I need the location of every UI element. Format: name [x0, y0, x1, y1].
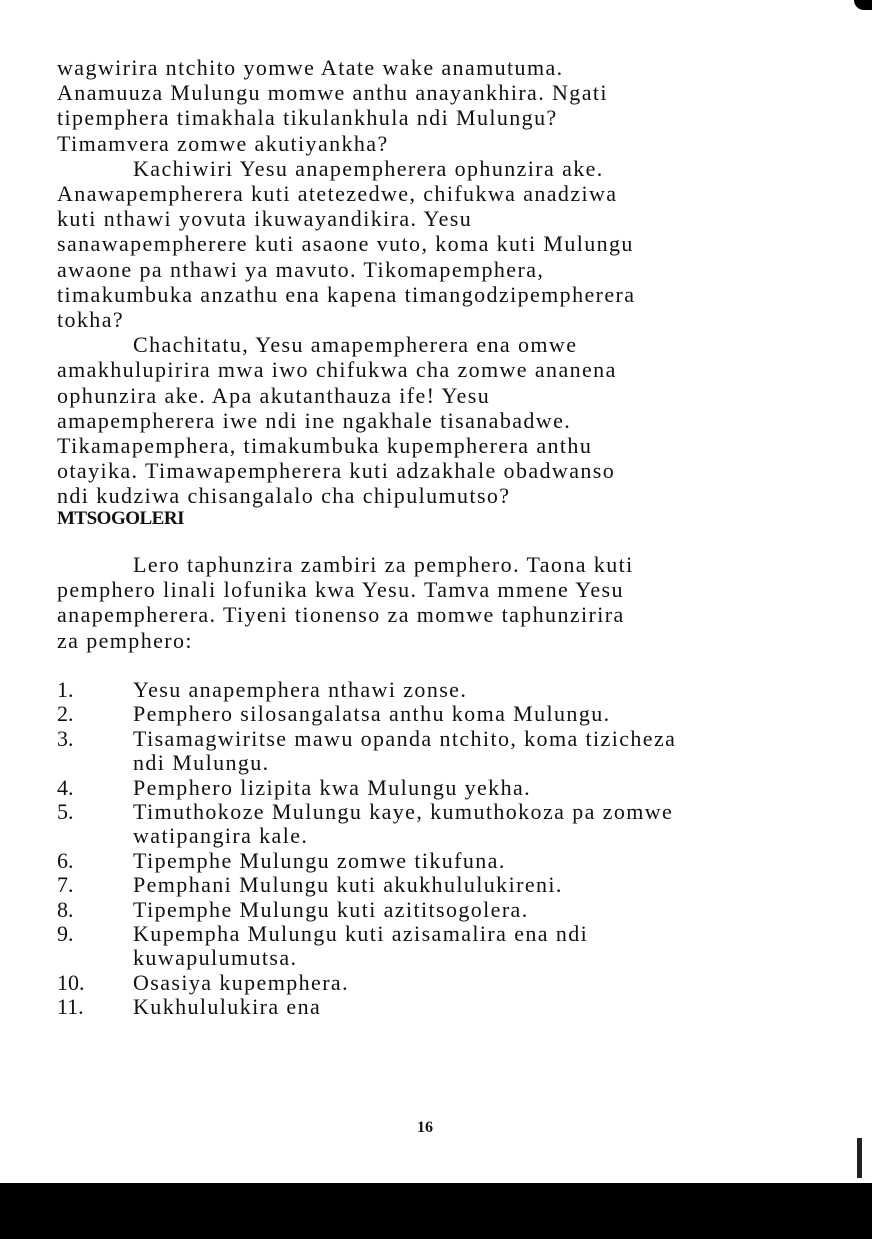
list-text: Kupempha Mulungu kuti azisamalira ena ndi	[133, 921, 589, 946]
scan-bottom-edge	[0, 1183, 872, 1239]
list-text: kuwapulumutsa.	[133, 945, 298, 971]
list-text: Pemphero silosangalatsa anthu koma Mulungu.	[133, 701, 611, 727]
text-line: tipemphera timakhala tikulankhula ndi Mulungu?	[57, 105, 558, 131]
list-text: Yesu anapemphera nthawi zonse.	[133, 677, 468, 702]
text-line: sanawapempherere kuti asaone vuto, koma kuti Mulungu	[57, 231, 634, 257]
list-number: 8.	[57, 896, 74, 922]
list-number: 9.	[57, 921, 74, 946]
text-line: anapempherera. Tiyeni tionenso za momwe taphunzirira	[57, 602, 625, 628]
text-line: ndi kudziwa chisangalalo cha chipulumutso?	[57, 483, 511, 509]
page-number: 16	[417, 1119, 433, 1136]
list-text: watipangira kale.	[133, 823, 309, 849]
text-line: Timamvera zomwe akutiyankha?	[57, 130, 389, 156]
text-line: Anamuuza Mulungu momwe anthu anayankhira. Ngati	[57, 80, 608, 106]
text-line: awaone pa nthawi ya mavuto. Tikomapemphera,	[57, 256, 545, 282]
text-line: wagwirira ntchito yomwe Atate wake anamutuma.	[57, 55, 564, 80]
list-text: Timuthokoze Mulungu kaye, kumuthokoza pa zomwe	[133, 799, 674, 824]
list-number: 7.	[57, 872, 74, 898]
section-heading: MTSOGOLERI	[57, 508, 184, 529]
text-line: Anawapempherera kuti atetezedwe, chifukwa anadziwa	[57, 181, 618, 206]
list-text: Osasiya kupemphera.	[133, 969, 349, 995]
list-number: 6.	[57, 847, 74, 873]
list-text: Pemphero lizipita kwa Mulungu yekha.	[133, 774, 532, 800]
text-line: Chachitatu, Yesu amapempherera ena omwe	[133, 332, 578, 358]
list-number: 11.	[57, 994, 84, 1020]
text-line: amapempherera iwe ndi ine ngakhale tisanabadwe.	[57, 407, 572, 433]
scan-artifact	[857, 1138, 862, 1178]
list-number: 2.	[57, 701, 74, 727]
list-text: Tipemphe Mulungu kuti azititsogolera.	[133, 896, 529, 922]
text-line: timakumbuka anzathu ena kapena timangodzipempherera	[57, 281, 636, 307]
list-text: Tisamagwiritse mawu opanda ntchito, koma tizicheza	[133, 725, 677, 751]
text-line: ophunzira ake. Apa akutanthauza ife! Yesu	[57, 382, 491, 408]
list-number: 10.	[57, 969, 85, 995]
text-line: amakhulupirira mwa iwo chifukwa cha zomwe ananena	[57, 357, 617, 383]
scan-corner-mark	[854, 0, 872, 10]
text-line: Lero taphunzira zambiri za pemphero. Taona kuti	[133, 552, 634, 577]
list-text: Tipemphe Mulungu zomwe tikufuna.	[133, 847, 506, 873]
list-text: Kukhululukira ena	[133, 994, 322, 1020]
text-line: Tikamapemphera, timakumbuka kupempherera anthu	[57, 433, 593, 458]
list-number: 1.	[57, 677, 74, 702]
list-number: 5.	[57, 799, 74, 824]
list-text: Pemphani Mulungu kuti akukhululukireni.	[133, 872, 563, 898]
text-line: za pemphero:	[57, 627, 193, 653]
list-number: 3.	[57, 725, 74, 751]
text-line: pemphero linali lofunika kwa Yesu. Tamva mmene Yesu	[57, 577, 624, 603]
text-line: kuti nthawi yovuta ikuwayandikira. Yesu	[57, 206, 473, 232]
list-number: 4.	[57, 774, 74, 800]
text-line: tokha?	[57, 307, 125, 332]
text-line: Kachiwiri Yesu anapempherera ophunzira ake.	[133, 155, 604, 181]
list-text: ndi Mulungu.	[133, 750, 270, 776]
text-line: otayika. Timawapempherera kuti adzakhale obadwanso	[57, 458, 616, 484]
